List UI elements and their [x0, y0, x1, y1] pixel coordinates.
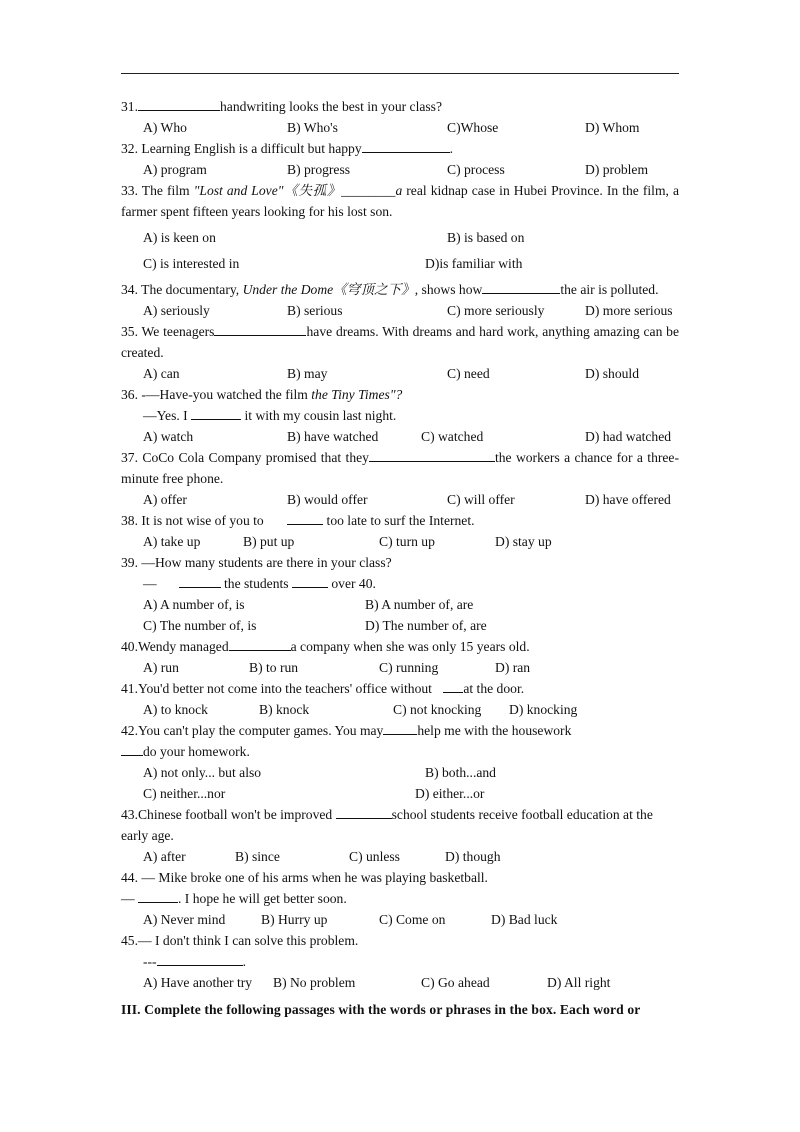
option-c: C) more seriously — [447, 303, 545, 318]
option-a: A) is keen on — [143, 230, 216, 245]
option-b: B) No problem — [273, 975, 356, 990]
option-a: A) offer — [143, 492, 187, 507]
option-a: A) take up — [143, 534, 201, 549]
options-39-row2 — [121, 615, 679, 636]
option-a: A) watch — [143, 429, 194, 444]
options-38 — [121, 531, 679, 552]
option-c: C) running — [379, 660, 439, 675]
answer-blank — [287, 510, 323, 525]
options-36 — [121, 426, 679, 447]
question-41: 41.You'd better not come into the teachers' office without at the door. — [121, 678, 679, 699]
answer-blank — [383, 720, 417, 735]
option-d: D) either...or — [415, 786, 485, 801]
option-b: B) is based on — [447, 230, 525, 245]
options-40 — [121, 657, 679, 678]
option-c: C) need — [447, 366, 490, 381]
options-41 — [121, 699, 679, 720]
option-d: D) problem — [585, 162, 649, 177]
question-38: 38. It is not wise of you to too late to surf the Internet. — [121, 510, 679, 531]
option-a: A) A number of, is — [143, 597, 245, 612]
answer-blank — [362, 138, 450, 153]
question-34: 34. The documentary, Under the Dome《穹顶之下》, shows how the air is polluted. — [121, 279, 679, 300]
option-d: D) should — [585, 366, 639, 381]
options-31 — [121, 117, 679, 138]
option-c: C) turn up — [379, 534, 435, 549]
answer-blank — [292, 573, 328, 588]
options-33-row1 — [121, 227, 679, 253]
section-3-heading: III. Complete the following passages with the words or phrases in the box. Each word or — [121, 1002, 641, 1017]
option-c: C) not knocking — [393, 702, 482, 717]
options-45 — [121, 972, 679, 993]
option-b: B) both...and — [425, 765, 496, 780]
option-c: C) The number of, is — [143, 618, 257, 633]
question-35: 35. We teenagers have dreams. With dreams and hard work, anything amazing can be created. — [121, 321, 679, 363]
options-39-row1 — [121, 594, 679, 615]
option-b: B) Hurry up — [261, 912, 328, 927]
answer-blank — [482, 279, 560, 294]
answer-blank — [191, 405, 241, 420]
answer-blank — [443, 678, 463, 693]
option-d: D) All right — [547, 975, 611, 990]
question-36-reply: —Yes. I it with my cousin last night. — [121, 405, 679, 426]
question-37: 37. CoCo Cola Company promised that they the workers a chance for a three-minute free phone. — [121, 447, 679, 489]
option-d: D) more serious — [585, 303, 673, 318]
option-b: B) would offer — [287, 492, 368, 507]
option-a: A) seriously — [143, 303, 210, 318]
options-34 — [121, 300, 679, 321]
option-a: A) Who — [143, 120, 187, 135]
answer-blank — [121, 741, 143, 756]
option-d: D)is familiar with — [425, 256, 523, 271]
question-45: 45.— I don't think I can solve this problem. — [121, 933, 359, 948]
option-a: A) program — [143, 162, 207, 177]
option-b: B) serious — [287, 303, 343, 318]
option-d: D) had watched — [585, 429, 672, 444]
options-43 — [121, 846, 679, 867]
option-c: C) Go ahead — [421, 975, 490, 990]
option-a: A) after — [143, 849, 186, 864]
question-43: 43.Chinese football won't be improved school students receive football education at the early age. — [121, 804, 679, 846]
option-b: B) since — [235, 849, 280, 864]
options-33-row2 — [121, 253, 679, 279]
option-a: A) Never mind — [143, 912, 226, 927]
answer-blank — [369, 447, 495, 462]
answer-blank — [214, 321, 306, 336]
header-rule — [121, 73, 679, 74]
option-b: B) progress — [287, 162, 351, 177]
option-b: B) put up — [243, 534, 295, 549]
question-44-reply: — . I hope he will get better soon. — [121, 888, 679, 909]
question-36: 36. -—Have-you watched the film the Tiny Times"? — [121, 387, 403, 402]
question-39: 39. —How many students are there in your class? — [121, 555, 392, 570]
option-a: A) not only... but also — [143, 765, 262, 780]
option-d: D) though — [445, 849, 501, 864]
option-c: C) unless — [349, 849, 400, 864]
options-42-row2 — [121, 783, 679, 804]
question-list — [121, 96, 679, 1020]
option-a: A) Have another try — [143, 975, 253, 990]
answer-blank — [229, 636, 291, 651]
option-c: C)Whose — [447, 120, 499, 135]
question-31: 31. handwriting looks the best in your class? — [121, 96, 679, 117]
option-b: B) to run — [249, 660, 299, 675]
options-44 — [121, 909, 679, 930]
option-b: B) may — [287, 366, 328, 381]
option-a: A) can — [143, 366, 180, 381]
option-c: C) Come on — [379, 912, 446, 927]
options-42-row1 — [121, 762, 679, 783]
option-d: D) Bad luck — [491, 912, 558, 927]
option-d: D) ran — [495, 660, 531, 675]
options-32 — [121, 159, 679, 180]
question-32: 32. Learning English is a difficult but happy . — [121, 138, 679, 159]
option-c: C) will offer — [447, 492, 515, 507]
option-d: D) have offered — [585, 492, 671, 507]
question-42-cont: do your homework. — [121, 741, 679, 762]
question-40: 40.Wendy managed a company when she was only 15 years old. — [121, 636, 679, 657]
option-d: D) stay up — [495, 534, 552, 549]
options-35 — [121, 363, 679, 384]
option-d: D) knocking — [509, 702, 578, 717]
question-44: 44. — Mike broke one of his arms when he was playing basketball. — [121, 870, 488, 885]
option-c: C) neither...nor — [143, 786, 226, 801]
question-33: 33. The film "Lost and Love"《失孤》________a real kidnap case in Hubei Province. In the film, a farmer spent fifteen years looking for his lost son. — [121, 183, 680, 219]
option-b: B) knock — [259, 702, 310, 717]
question-39-reply: — the students over 40. — [121, 573, 679, 594]
option-b: B) A number of, are — [365, 597, 474, 612]
option-d: D) Whom — [585, 120, 640, 135]
options-37 — [121, 489, 679, 510]
option-b: B) have watched — [287, 429, 379, 444]
option-a: A) to knock — [143, 702, 208, 717]
question-45-reply: --- . — [121, 951, 679, 972]
answer-blank — [138, 96, 220, 111]
option-b: B) Who's — [287, 120, 338, 135]
option-d: D) The number of, are — [365, 618, 487, 633]
answer-blank — [336, 804, 392, 819]
answer-blank — [179, 573, 221, 588]
answer-blank — [157, 951, 243, 966]
answer-blank — [138, 888, 178, 903]
option-a: A) run — [143, 660, 179, 675]
option-c: C) process — [447, 162, 505, 177]
option-c: C) watched — [421, 429, 484, 444]
question-42: 42.You can't play the computer games. You may help me with the housework — [121, 720, 679, 741]
option-c: C) is interested in — [143, 256, 240, 271]
